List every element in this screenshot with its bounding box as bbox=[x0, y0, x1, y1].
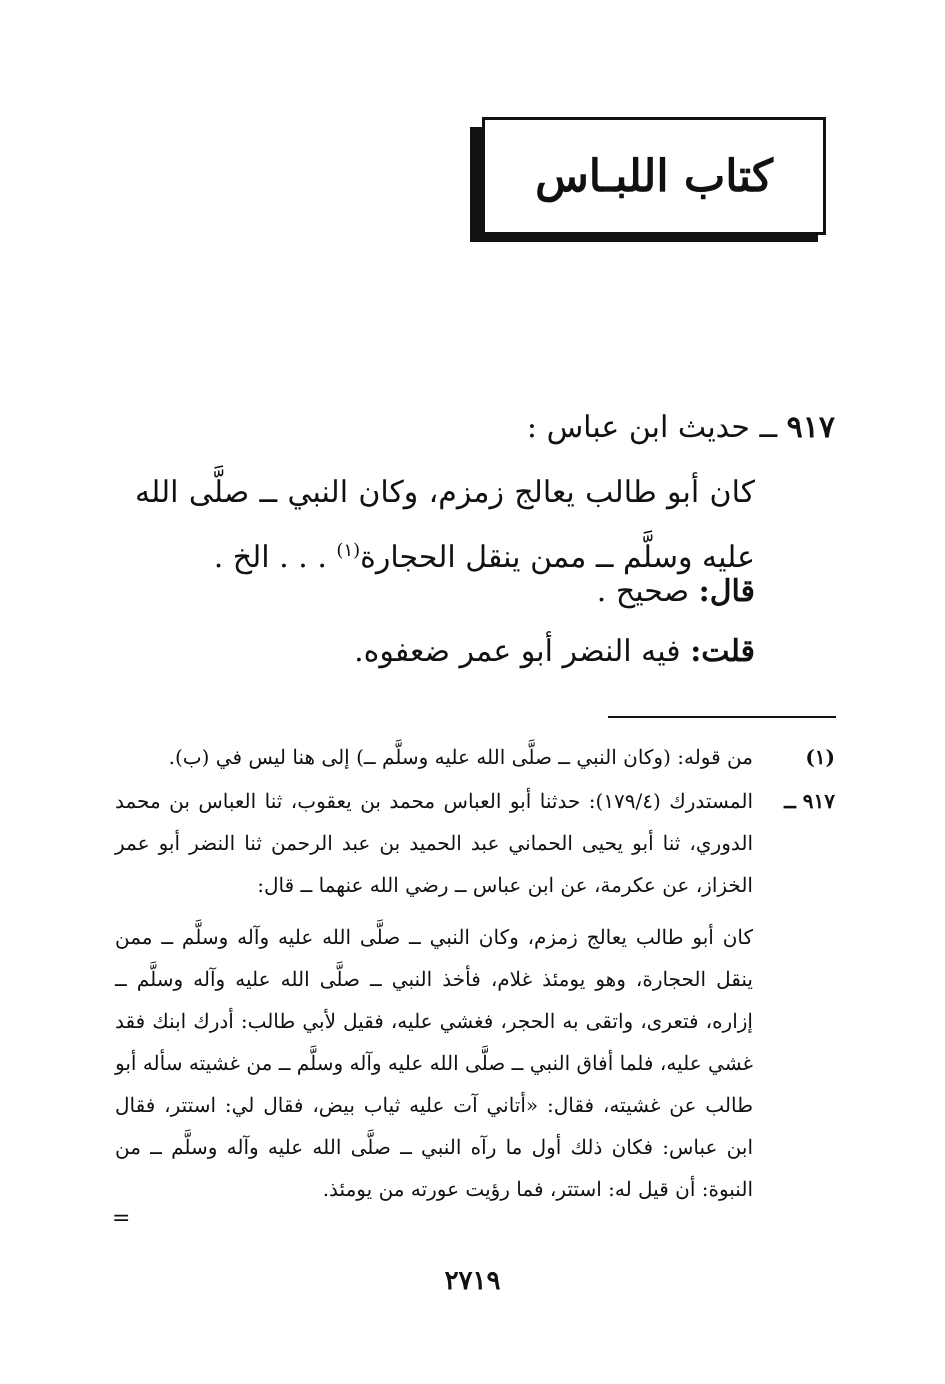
chapter-title-frame bbox=[470, 117, 830, 242]
qult-label: قلت: bbox=[690, 634, 755, 669]
hadith-heading bbox=[527, 410, 835, 445]
hadith-text-main: كان أبو طالب يعالج زمزم، وكان النبي ــ صلَّى الله عليه وسلَّم ــ ممن ينقل الحجارة bbox=[135, 475, 755, 575]
footnote-ref[interactable]: (١) bbox=[336, 540, 361, 561]
footnote-2-text: المستدرك (١٧٩/٤): حدثنا أبو العباس محمد بن يعقوب، ثنا العباس بن محمد الدوري، ثنا أبو يحيى الحماني عبد الحميد بن عبد الرحمن ثنا النضر أبو عمر الخزاز، عن عكرمة، عن ابن عباس ــ رضي الله عنهما ــ قال: bbox=[115, 789, 754, 897]
title-box bbox=[482, 117, 826, 235]
continuation-mark: = bbox=[112, 1206, 131, 1231]
hadith-heading-text: حديث ابن عباس : bbox=[526, 410, 750, 445]
footnote-separator bbox=[608, 716, 836, 718]
ruling-qult bbox=[354, 634, 755, 669]
qult-text: فيه النضر أبو عمر ضعفوه. bbox=[354, 634, 681, 669]
page-number: ٢٧١٩ bbox=[444, 1266, 501, 1296]
footnote-1 bbox=[115, 736, 835, 778]
footnote-2-number: ٩١٧ ــ bbox=[784, 789, 835, 813]
chapter-title: كتاب اللبـاس bbox=[535, 150, 773, 202]
footnote-1-number: (١) bbox=[805, 745, 835, 769]
said-text: صحيح . bbox=[596, 574, 690, 609]
ruling-said bbox=[597, 574, 755, 609]
footnote-2 bbox=[115, 780, 835, 906]
footnote-3-text: كان أبو طالب يعالج زمزم، وكان النبي ــ صلَّى الله عليه وآله وسلَّم ــ ممن ينقل الحجارة، وهو يومئذ غلام، فأخذ النبي ــ صلَّى الله عليه وآله وسلَّم ــ إزاره، فتعرى، واتقى به الحجر، فغشي عليه، فقيل لأبي طالب: أدرك ابنك فقد غشي عليه، فلما أفاق النبي ــ صلَّى الله عليه وآله وسلَّم ــ من غشيته سأله أبو طالب عن غشيته، فقال: «أتاني آت عليه ثياب بيض، فقال لي: استتر، فقال ابن عباس: فكان ذلك أول ما رآه النبي ــ صلَّى الله عليه وآله وسلَّم ــ من النبوة: أن قيل له: استتر، فما رؤيت عورته من يومئذ. bbox=[115, 925, 753, 1201]
hadith-text bbox=[135, 464, 755, 587]
footnote-3 bbox=[115, 916, 835, 1210]
footnote-1-text: من قوله: (وكان النبي ــ صلَّى الله عليه وسلَّم ــ) إلى هنا ليس في (ب). bbox=[168, 745, 753, 769]
hadith-number: ٩١٧ bbox=[786, 410, 835, 445]
hadith-dash: ــ bbox=[759, 410, 778, 445]
hadith-text-end: . . . الخ . bbox=[213, 540, 327, 575]
said-label: قال: bbox=[698, 574, 755, 609]
